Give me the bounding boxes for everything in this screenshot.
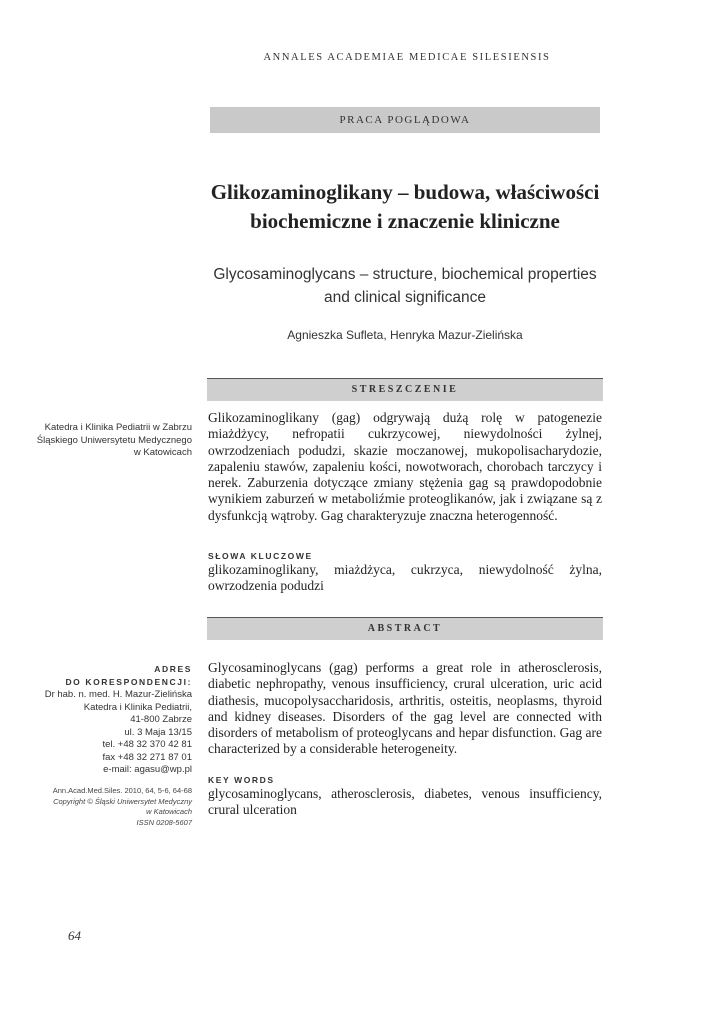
affiliation — [37, 422, 192, 460]
correspondence-email: e-mail: agasu@wp.pl — [103, 764, 192, 775]
key-words-text: glycosaminoglycans, atherosclerosis, diabetes, venous insufficiency, crural ulceration — [208, 786, 602, 818]
streszczenie-text: Glikozaminoglikany (gag) odgrywają dużą rolę w patogenezie miażdżycy, nefropatii cukrzycowej, niewydolności żylnej, owrzodzeniach podudzi, skazie moczanowej, mukopolisacharydozie, zapaleniu stawów, zapaleniu kości, nowotworach, chorobach tarczycy i nerek. Zaburzenia dotyczące zmiany stężenia gag są prawdopodobnie wynikiem zaburzeń w metaboliźmie proteoglikanów, jak i związane są z dysfunkcją wątroby. Gag charakteryzuje znaczna heterogenność. — [208, 410, 602, 523]
abstract-heading: ABSTRACT — [207, 617, 603, 640]
correspondence-address — [45, 689, 192, 777]
affiliation-line: w Katowicach — [133, 447, 192, 458]
page-number: 64 — [68, 928, 81, 943]
key-words-heading: KEY WORDS — [208, 775, 275, 785]
slowa-kluczowe-heading: SŁOWA KLUCZOWE — [208, 551, 313, 561]
title-polish-line-2: biochemiczne i znaczenie kliniczne — [250, 209, 560, 233]
correspondence-line: ul. 3 Maja 13/15 — [124, 726, 192, 738]
copyright-line: w Katowicach — [146, 807, 192, 816]
correspondence-line: tel. +48 32 370 42 81 — [102, 739, 192, 750]
title-english — [200, 263, 610, 309]
abstract-text: Glycosaminoglycans (gag) performs a great role in atherosclerosis, diabetic nephropathy, venous insufficiency, crural ulceration, uric acid diathesis, mucopolysaccharidosis, arthritis, osteitis, neoplasms, thyroid and kidney diseases. Disorders of the gag level are connected with disorders of metabolism of proteoglycans and hepar disfunction. Gag are characterized by a considerable heterogeneity. — [208, 660, 602, 757]
affiliation-line: Śląskiego Uniwersytetu Medycznego — [36, 434, 192, 446]
streszczenie-heading: STRESZCZENIE — [207, 378, 603, 401]
title-polish-line-1: Glikozaminoglikany – budowa, właściwości — [210, 180, 600, 204]
affiliation-line: Katedra i Klinika Pediatrii w Zabrzu — [44, 422, 192, 433]
correspondence-heading-line: DO KORESPONDENCJI: — [65, 676, 192, 687]
title-polish — [200, 178, 610, 236]
citation-block — [53, 786, 192, 828]
copyright-line: Copyright © Śląski Uniwersytet Medyczny — [53, 796, 192, 806]
correspondence-line: 41-800 Zabrze — [130, 714, 192, 725]
slowa-kluczowe-text: glikozaminoglikany, miażdżyca, cukrzyca, niewydolność żylna, owrzodzenia podudzi — [208, 562, 602, 594]
journal-header: ANNALES ACADEMIAE MEDICAE SILESIENSIS — [263, 52, 551, 63]
title-english-line-1: Glycosaminoglycans – structure, biochemical properties — [213, 266, 597, 283]
correspondence-line: fax +48 32 271 87 01 — [102, 751, 192, 763]
correspondence-line: Katedra i Klinika Pediatrii, — [83, 701, 192, 713]
citation-ref: Ann.Acad.Med.Siles. 2010, 64, 5-6, 64-68 — [52, 786, 192, 795]
correspondence-heading — [65, 663, 192, 688]
authors: Agnieszka Sufleta, Henryka Mazur-Zielińska — [287, 328, 523, 342]
title-english-line-2: and clinical significance — [324, 289, 486, 306]
correspondence-line: Dr hab. n. med. H. Mazur-Zielińska — [44, 689, 192, 700]
article-type-band: PRACA POGLĄDOWA — [210, 107, 600, 133]
correspondence-heading-line: ADRES — [154, 664, 192, 674]
issn: ISSN 0208-5607 — [136, 817, 192, 827]
